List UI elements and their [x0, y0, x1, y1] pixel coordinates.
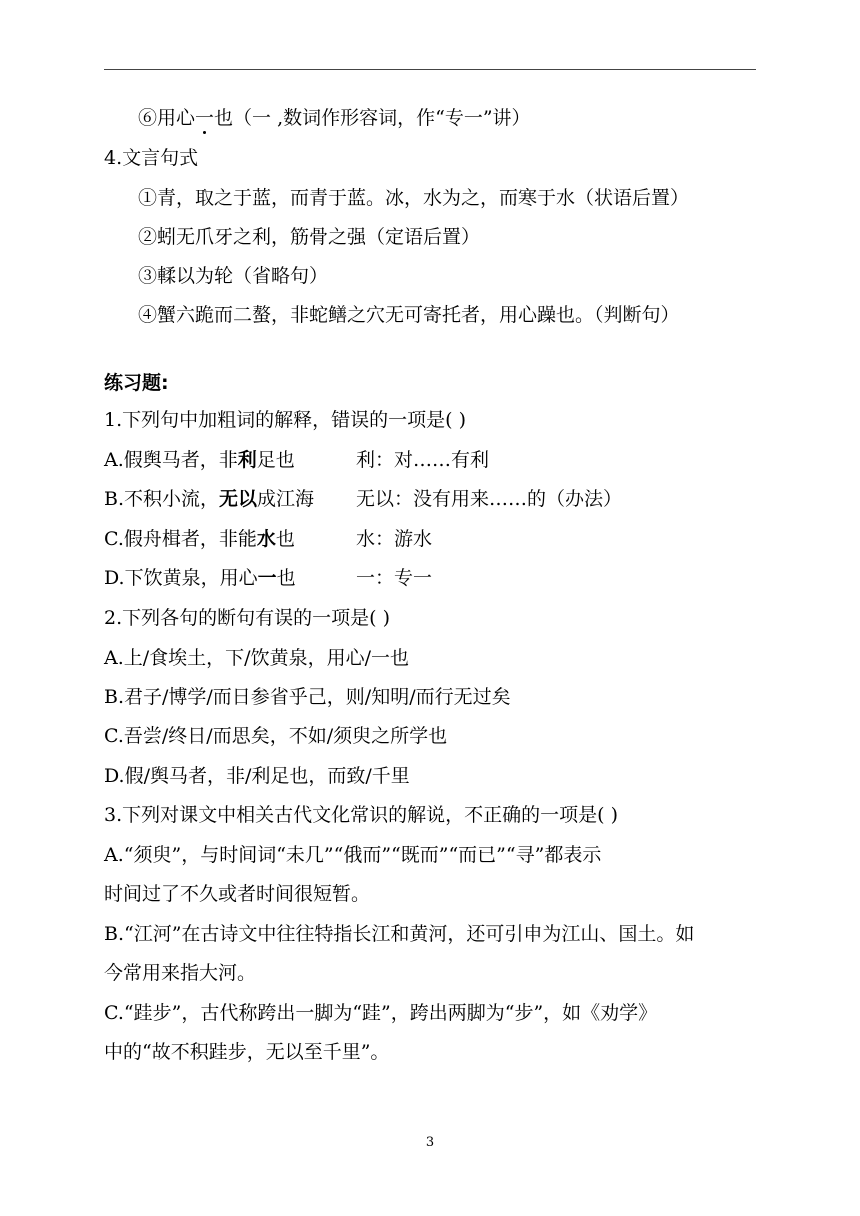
page-number: 3: [425, 1135, 435, 1150]
q1-option-a: A.假舆马者，非利足也 利：对……有利: [104, 449, 490, 471]
q3-option-c-line1: C.“跬步”，古代称跨出一脚为“跬”，跨出两脚为“步”，如《劝学》: [104, 1002, 658, 1024]
sentence-pattern-1: ①青，取之于蓝，而青于蓝。冰，水为之，而寒于水（状语后置）: [138, 187, 690, 209]
q2-option-c: C.吾尝/终日/而思矣，不如/须臾之所学也: [104, 725, 448, 747]
header-rule: [104, 69, 756, 70]
q2-option-a: A.上/食埃土，下/饮黄泉，用心/一也: [104, 647, 409, 669]
sentence-pattern-3: ③輮以为轮（省略句）: [138, 265, 329, 287]
sentence-pattern-4: ④蟹六跪而二螯，非蛇鳝之穴无可寄托者，用心躁也。（判断句）: [138, 304, 680, 326]
exercises-title: 练习题:: [104, 372, 169, 394]
q2-stem: 2.下列各句的断句有误的一项是( ): [104, 607, 390, 629]
q1-option-d: D.下饮黄泉，用心一也 一：专一: [104, 567, 433, 589]
q3-option-a-line1: A.“须臾”，与时间词“未几”“俄而”“既而”“而已”“寻”都表示: [104, 844, 602, 866]
q3-option-b-line2: 今常用来指大河。: [104, 962, 257, 984]
dotted-char: 一: [195, 107, 215, 129]
q1-stem: 1.下列句中加粗词的解释，错误的一项是( ): [104, 409, 466, 431]
q1-option-c: C.假舟楫者，非能水也 水：游水: [104, 528, 433, 550]
q3-option-b-line1: B.“江河”在古诗文中往往特指长江和黄河，还可引申为江山、国土。如: [104, 923, 695, 945]
sentence-pattern-2: ②蚓无爪牙之利，筋骨之强（定语后置）: [138, 226, 481, 248]
section-4-title: 4.文言句式: [104, 147, 199, 169]
q3-stem: 3.下列对课文中相关古代文化常识的解说，不正确的一项是( ): [104, 804, 618, 826]
q3-option-c-line2: 中的“故不积跬步，无以至千里”。: [104, 1041, 390, 1063]
q3-option-a-line2: 时间过了不久或者时间很短暂。: [104, 883, 371, 905]
q1-option-b: B.不积小流，无以成江海 无以：没有用来……的（办法）: [104, 488, 623, 510]
q2-option-b: B.君子/博学/而日参省乎己，则/知明/而行无过矣: [104, 686, 511, 708]
note-item-6: ⑥用心一也（一 ,数词作形容词，作“专一”讲）: [138, 107, 531, 129]
q2-option-d: D.假/舆马者，非/利足也，而致/千里: [104, 765, 410, 787]
